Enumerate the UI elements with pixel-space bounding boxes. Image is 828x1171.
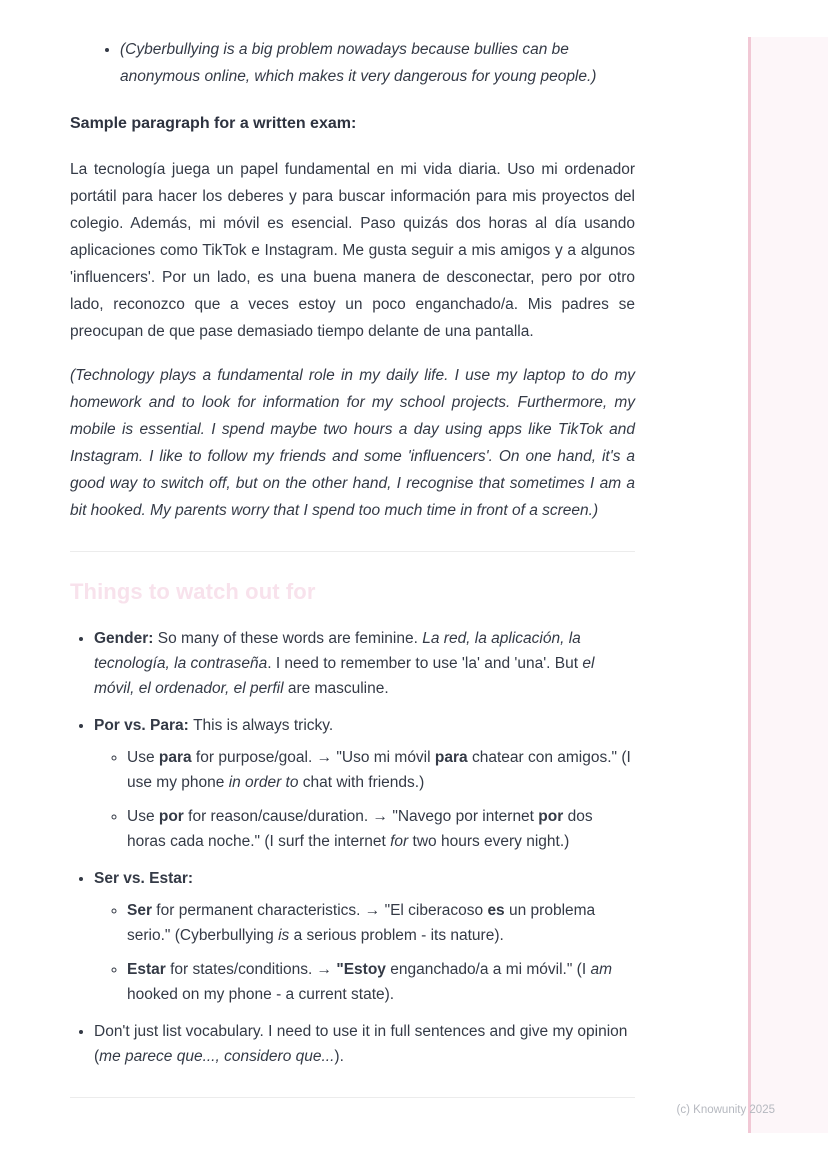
watch-sub-list [94,745,635,854]
intro-bullet-list [70,36,635,90]
text-segment: are masculine. [283,680,389,697]
text-segment: Por vs. Para: [94,717,194,734]
text-segment: La red, la aplicación, la tecnología, la contraseña [94,630,581,672]
text-segment: por [538,808,564,825]
text-segment: enganchado/a a mi móvil." (I [385,961,591,978]
things-to-watch-heading: Things to watch out for [70,579,316,604]
text-segment: a serious problem - its nature). [289,927,504,944]
text-segment: am [590,961,612,978]
text-segment: ). [334,1048,344,1065]
footer-divider [70,1097,635,1098]
watch-list-item [94,1019,635,1069]
text-segment: hooked on my phone - a current state). [127,986,395,1003]
text-segment: Gender: [94,630,158,647]
spanish-sample-paragraph: La tecnología juega un papel fundamental en mi vida diaria. Uso mi ordenador portátil para hacer los deberes y para buscar información para mis proyectos del colegio. Además, mi móvil es esencial. Paso quizás dos horas al día usando aplicaciones como TikTok e Instagram. Me gusta seguir a mis amigos y a algunos 'influencers'. Por un lado, es una buena manera de desconectar, pero por otro lado, reconozco que a veces estoy un poco enganchado/a. Mis padres se preocupan de que pase demasiado tiempo delante de una pantalla. [70,161,635,340]
text-segment: for permanent characteristics. → "El ciberacoso [152,902,488,919]
text-segment: in order to [228,774,299,791]
watch-sub-list-item [127,898,635,948]
watch-list [70,626,635,1069]
text-segment: is [278,927,290,944]
text-segment: Use [127,749,159,766]
text-segment: for [390,833,409,850]
text-segment: el móvil, el ordenador, el perfil [94,655,595,697]
page-margin-line [748,37,751,1133]
text-segment: chat with friends.) [298,774,425,791]
text-segment: es [487,902,505,919]
text-segment: This is always tricky. [193,717,334,734]
watch-list-item [94,713,635,854]
text-segment: for states/conditions. → [165,961,337,978]
page-content [70,36,635,1069]
watch-sub-list [94,898,635,1007]
text-segment: for purpose/goal. → "Uso mi móvil [191,749,435,766]
text-segment: me parece que..., considero que... [99,1048,335,1065]
text-segment: para [434,749,468,766]
text-segment: un problema serio." (Cyberbullying [127,902,596,944]
sample-paragraph-heading: Sample paragraph for a written exam: [70,115,357,132]
watch-sub-list-item [127,957,635,1007]
text-segment: for reason/cause/duration. → "Navego por internet [183,808,539,825]
text-segment: "Estoy [336,961,386,978]
text-segment: Use [127,808,159,825]
text-segment: para [158,749,192,766]
text-segment: So many of these words are feminine. [157,630,423,647]
text-segment: dos horas cada noche." (I surf the internet [127,808,593,850]
text-segment: two hours every night.) [408,833,570,850]
text-segment: (Cyberbullying is a big problem nowadays because bullies can be anonymous online, which makes it very dangerous for young people.) [120,41,597,85]
section-divider [70,551,635,552]
watch-sub-list-item [127,804,635,854]
text-segment: Don't just list vocabulary. I need to use it in full sentences and give my opinion ( [94,1023,628,1065]
watch-list-item [94,866,635,1007]
english-translation-paragraph: (Technology plays a fundamental role in my daily life. I use my laptop to do my homework and to look for information for my school projects. Furthermore, my mobile is essential. I spend maybe two hours a day using apps like TikTok and Instagram. I like to follow my friends and some 'influencers'. On one hand, it's a good way to switch off, but on the other hand, I recognise that sometimes I am a bit hooked. My parents worry that I spend too much time in front of a screen.) [70,367,635,519]
text-segment: Ser [127,902,152,919]
copyright-footer: (c) Knowunity 2025 [676,1104,775,1116]
watch-sub-list-item [127,745,635,795]
intro-bullet-item [120,36,635,90]
text-segment: . I need to remember to use 'la' and 'una'. But [267,655,583,672]
page-edge-tint [750,37,828,1133]
text-segment: Ser vs. Estar: [94,870,194,887]
text-segment: Estar [127,961,166,978]
text-segment: chatear con amigos." (I use my phone [127,749,631,791]
text-segment: por [158,808,184,825]
watch-list-item [94,626,635,701]
